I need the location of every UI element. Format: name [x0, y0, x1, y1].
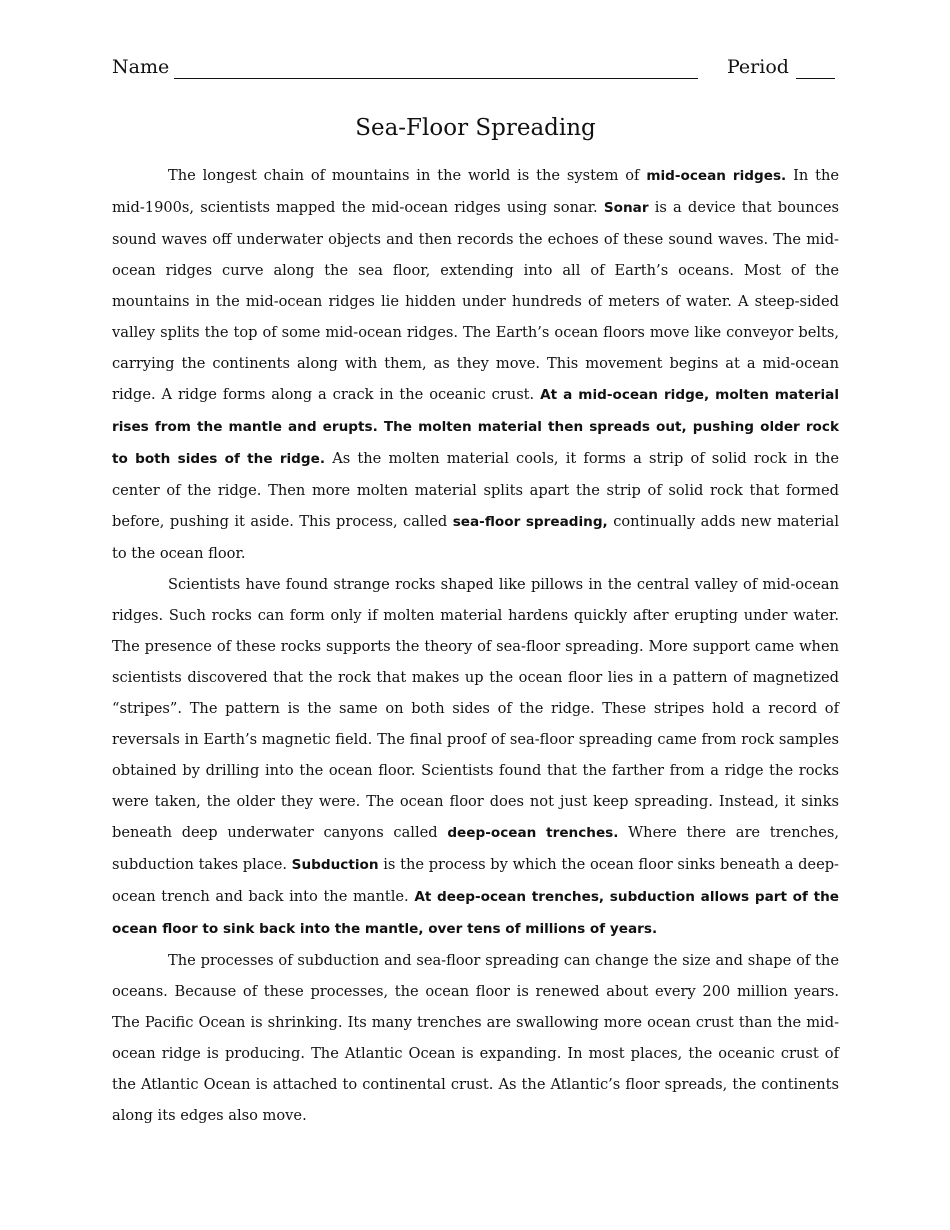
text-run: is the process by which the ocean floor sinks beneath a deep-ocean trench and back into the mantle.	[112, 856, 839, 905]
bold-term: At a mid-ocean ridge, molten material rises from the mantle and erupts. The molten material then spreads out, pushing older rock to both sides of the ridge.	[112, 387, 839, 467]
reading-passage	[112, 160, 839, 1131]
text-run: Scientists have found strange rocks shaped like pillows in the central valley of mid-ocean ridges. Such rocks can form only if molten material hardens quickly after erupting under water. The presence of these rocks supports the theory of sea-floor spreading. More support came when scientists discovered that the rock that makes up the ocean floor lies in a pattern of magnetized “stripes”. The pattern is the same on both sides of the ridge. These stripes hold a record of reversals in Earth’s magnetic field. The final proof of sea-floor spreading came from rock samples obtained by drilling into the ocean floor. Scientists found that the farther from a ridge the rocks were taken, the older they were. The ocean floor does not just keep spreading. Instead, it sinks beneath deep underwater canyons called	[112, 576, 839, 841]
bold-term: deep-ocean trenches.	[447, 825, 619, 841]
bold-term: Sonar	[603, 200, 649, 216]
bold-term: Subduction	[291, 857, 379, 873]
text-run: The processes of subduction and sea-floor spreading can change the size and shape of the oceans. Because of these processes, the ocean floor is renewed about every 200 million years. The Pacific Ocean is shrinking. Its many trenches are swallowing more ocean crust than the mid-ocean ridge is producing. The Atlantic Ocean is expanding. In most places, the oceanic crust of the Atlantic Ocean is attached to continental crust. As the Atlantic’s floor spreads, the continents along its edges also move.	[112, 952, 839, 1124]
paragraph	[112, 160, 839, 569]
page-title: Sea-Floor Spreading	[355, 115, 596, 141]
text-run: Where there are trenches, subduction takes place.	[112, 824, 839, 873]
paragraph	[112, 569, 839, 945]
period-label: Period	[727, 56, 789, 78]
text-run: As the molten material cools, it forms a strip of solid rock in the center of the ridge. Then more molten material splits apart the strip of solid rock that formed before, pushing it aside. This process, called	[112, 450, 839, 530]
period-blank-line[interactable]	[796, 78, 835, 79]
bold-term: At deep-ocean trenches, subduction allows part of the ocean floor to sink back into the mantle, over tens of millions of years.	[112, 889, 840, 937]
name-blank-line[interactable]	[174, 78, 698, 79]
bold-term: mid-ocean ridges.	[646, 168, 787, 184]
bold-term: sea-floor spreading,	[452, 514, 608, 530]
paragraph	[112, 945, 839, 1131]
text-run: In the mid-1900s, scientists mapped the mid-ocean ridges using sonar.	[112, 167, 840, 216]
text-run: continually adds new material to the ocean floor.	[112, 513, 839, 562]
text-run: The longest chain of mountains in the world is the system of	[168, 167, 647, 184]
text-run: is a device that bounces sound waves off underwater objects and then records the echoes of these sound waves. The mid-ocean ridges curve along the sea floor, extending into all of Earth’s oceans. Most of the mountains in the mid-ocean ridges lie hidden under hundreds of meters of water. A steep-sided valley splits the top of some mid-ocean ridges. The Earth’s ocean floors move like conveyor belts, carrying the continents along with them, as they move. This movement begins at a mid-ocean ridge. A ridge forms along a crack in the oceanic crust.	[112, 199, 839, 403]
worksheet-header	[112, 56, 839, 86]
name-label: Name	[112, 56, 170, 78]
